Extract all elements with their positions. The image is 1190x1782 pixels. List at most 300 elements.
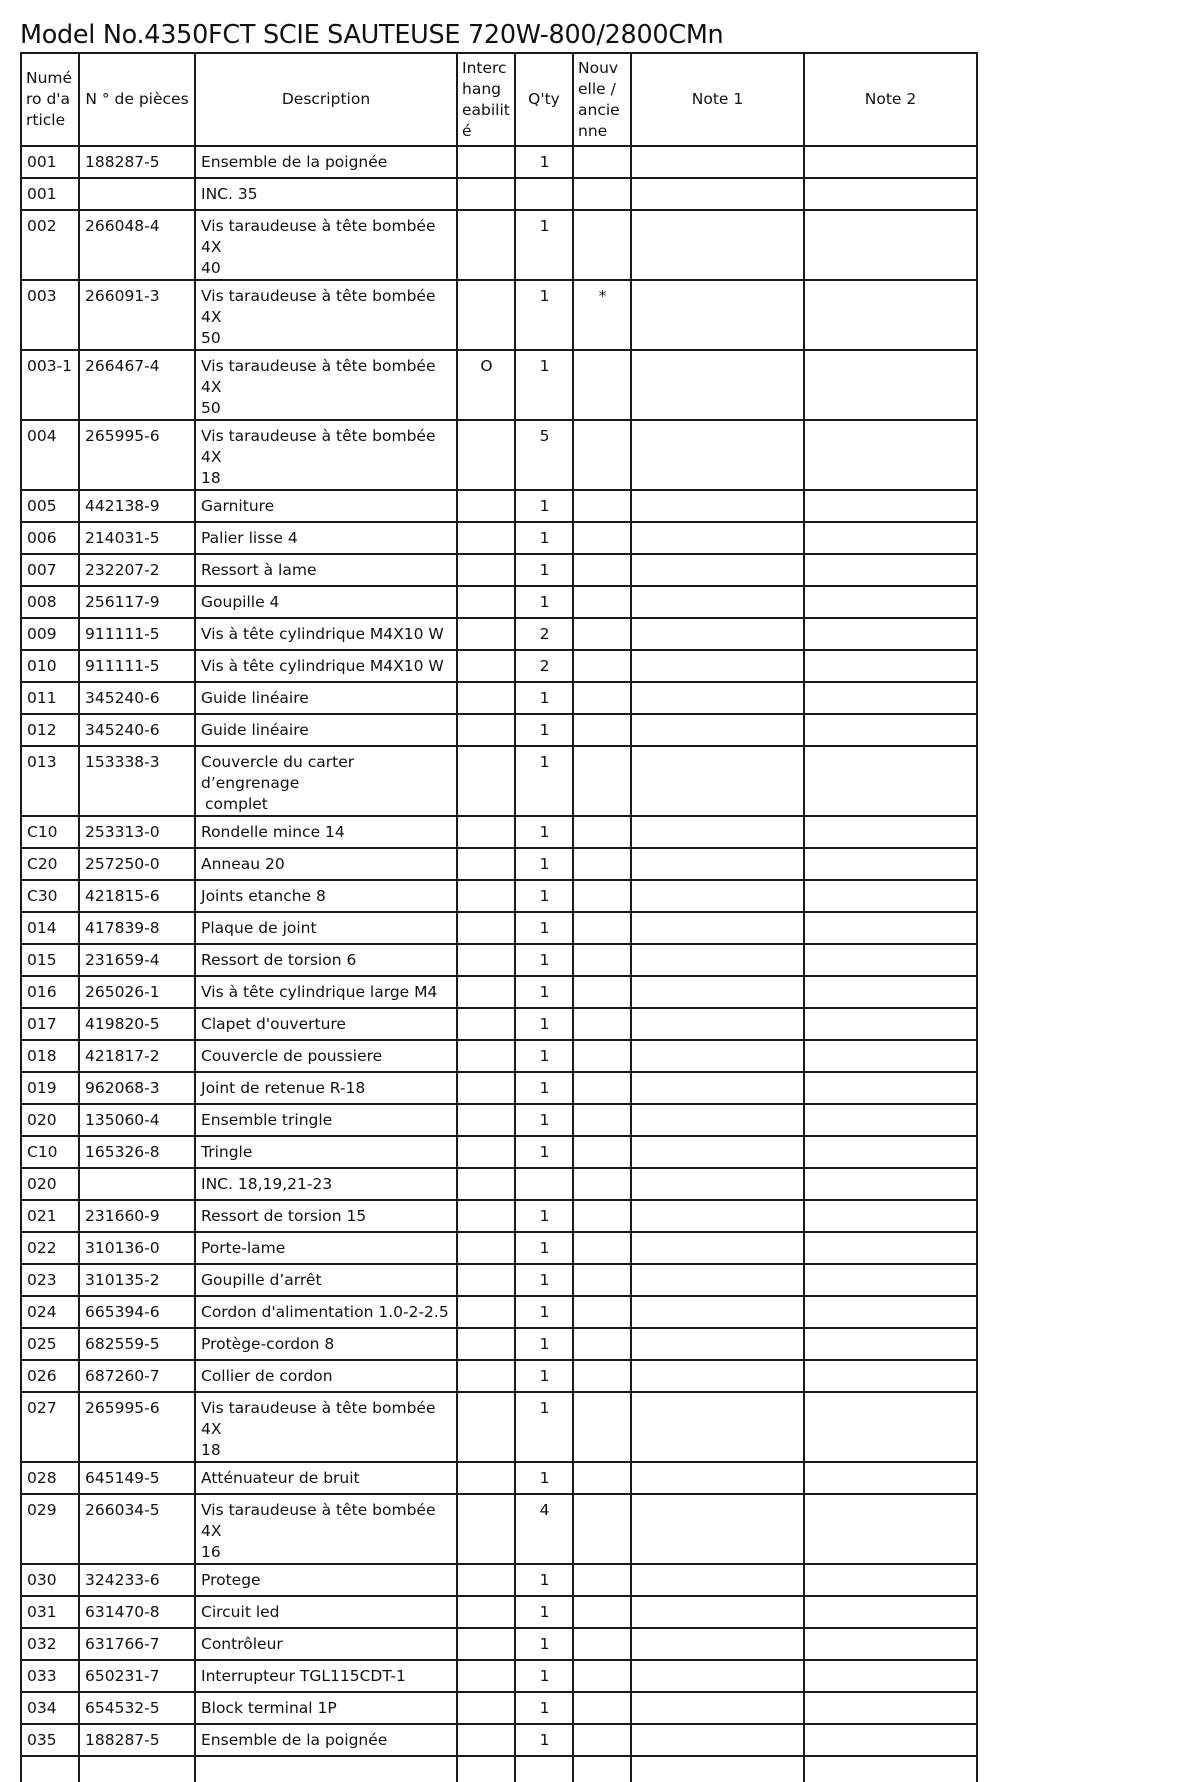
cell-description	[195, 1494, 457, 1564]
cell-part-no: 419820-5	[79, 1008, 195, 1040]
description-line: Rondelle mince 14	[201, 823, 345, 841]
description-line: 50	[201, 329, 221, 347]
cell-note-2	[804, 1296, 977, 1328]
cell-interchangeability	[457, 618, 515, 650]
cell-item-no: 020	[21, 1104, 79, 1136]
cell-description	[195, 490, 457, 522]
cell-description	[195, 1200, 457, 1232]
cell-note-2	[804, 586, 977, 618]
cell-note-1	[631, 746, 804, 816]
cell-part-no: 188287-5	[79, 1724, 195, 1756]
cell-interchangeability	[457, 1392, 515, 1462]
cell-new-old	[573, 1264, 631, 1296]
cell-qty: 1	[515, 146, 573, 178]
cell-description	[195, 1392, 457, 1462]
cell-item-no: 012	[21, 714, 79, 746]
cell-new-old	[573, 146, 631, 178]
cell-qty: 1	[515, 280, 573, 350]
table-row	[21, 1008, 977, 1040]
cell-qty: 1	[515, 1596, 573, 1628]
cell-description	[195, 944, 457, 976]
cell-note-1	[631, 1232, 804, 1264]
cell-note-2	[804, 420, 977, 490]
cell-qty: 1	[515, 848, 573, 880]
table-row	[21, 1724, 977, 1756]
cell-part-no: 165326-8	[79, 1136, 195, 1168]
cell-item-no: 033	[21, 1660, 79, 1692]
cell-interchangeability	[457, 1296, 515, 1328]
cell-interchangeability	[457, 210, 515, 280]
cell-description	[195, 1136, 457, 1168]
table-row	[21, 1264, 977, 1296]
cell-part-no: 231660-9	[79, 1200, 195, 1232]
description-line: Guide linéaire	[201, 689, 309, 707]
description-line: Cordon d'alimentation 1.0-2-2.5	[201, 1303, 449, 1321]
cell-qty: 1	[515, 1564, 573, 1596]
cell-part-no: 442138-9	[79, 490, 195, 522]
cell-note-1	[631, 1296, 804, 1328]
parts-table-body	[21, 146, 977, 1782]
cell-item-no: 021	[21, 1200, 79, 1232]
empty-cell	[515, 1756, 573, 1782]
cell-item-no: 009	[21, 618, 79, 650]
cell-interchangeability	[457, 976, 515, 1008]
header-item-no: Numé ro d'a rticle	[21, 53, 79, 146]
cell-part-no: 911111-5	[79, 618, 195, 650]
cell-item-no: C20	[21, 848, 79, 880]
cell-qty: 1	[515, 210, 573, 280]
cell-description	[195, 650, 457, 682]
table-row	[21, 1494, 977, 1564]
cell-note-2	[804, 746, 977, 816]
cell-description	[195, 586, 457, 618]
cell-new-old	[573, 1392, 631, 1462]
header-note-2: Note 2	[804, 53, 977, 146]
cell-note-2	[804, 1692, 977, 1724]
cell-new-old	[573, 1328, 631, 1360]
cell-description	[195, 146, 457, 178]
cell-part-no: 188287-5	[79, 146, 195, 178]
cell-qty: 1	[515, 1264, 573, 1296]
cell-note-1	[631, 1660, 804, 1692]
cell-item-no: 019	[21, 1072, 79, 1104]
cell-part-no: 135060-4	[79, 1104, 195, 1136]
cell-qty: 1	[515, 816, 573, 848]
cell-new-old	[573, 682, 631, 714]
cell-note-2	[804, 1724, 977, 1756]
table-row	[21, 1200, 977, 1232]
cell-note-1	[631, 1628, 804, 1660]
cell-part-no	[79, 178, 195, 210]
cell-note-1	[631, 1136, 804, 1168]
cell-qty: 1	[515, 554, 573, 586]
cell-note-1	[631, 976, 804, 1008]
description-line: Vis taraudeuse à tête bombée 4X	[201, 357, 436, 396]
cell-new-old	[573, 420, 631, 490]
description-line: Ensemble de la poignée	[201, 153, 388, 171]
empty-cell	[195, 1756, 457, 1782]
description-line: Ensemble tringle	[201, 1111, 333, 1129]
description-line: Couvercle de poussiere	[201, 1047, 383, 1065]
cell-new-old	[573, 1040, 631, 1072]
empty-cell	[804, 1756, 977, 1782]
cell-qty: 2	[515, 618, 573, 650]
cell-interchangeability	[457, 420, 515, 490]
cell-interchangeability	[457, 1692, 515, 1724]
cell-description	[195, 522, 457, 554]
description-line: Plaque de joint	[201, 919, 317, 937]
table-row	[21, 1392, 977, 1462]
description-line: Vis taraudeuse à tête bombée 4X	[201, 217, 436, 256]
cell-interchangeability	[457, 1494, 515, 1564]
description-line: Vis taraudeuse à tête bombée 4X	[201, 1399, 436, 1438]
cell-note-2	[804, 682, 977, 714]
cell-new-old	[573, 1494, 631, 1564]
cell-part-no: 650231-7	[79, 1660, 195, 1692]
cell-part-no: 687260-7	[79, 1360, 195, 1392]
table-row	[21, 848, 977, 880]
cell-part-no: 310136-0	[79, 1232, 195, 1264]
cell-new-old	[573, 1660, 631, 1692]
cell-note-2	[804, 210, 977, 280]
cell-qty: 1	[515, 714, 573, 746]
cell-item-no: 011	[21, 682, 79, 714]
cell-interchangeability	[457, 554, 515, 586]
cell-note-1	[631, 714, 804, 746]
table-row	[21, 944, 977, 976]
cell-qty: 1	[515, 912, 573, 944]
cell-part-no: 310135-2	[79, 1264, 195, 1296]
cell-note-1	[631, 1724, 804, 1756]
cell-part-no: 345240-6	[79, 682, 195, 714]
table-row	[21, 420, 977, 490]
cell-note-1	[631, 522, 804, 554]
cell-part-no	[79, 1168, 195, 1200]
cell-qty: 1	[515, 1392, 573, 1462]
cell-description	[195, 420, 457, 490]
cell-description	[195, 976, 457, 1008]
cell-description	[195, 746, 457, 816]
header-new-old: Nouv elle / ancie nne	[573, 53, 631, 146]
cell-new-old	[573, 1104, 631, 1136]
cell-interchangeability	[457, 280, 515, 350]
cell-note-1	[631, 1564, 804, 1596]
cell-interchangeability	[457, 146, 515, 178]
cell-item-no: 032	[21, 1628, 79, 1660]
description-line: INC. 18,19,21-23	[201, 1175, 333, 1193]
table-row	[21, 1628, 977, 1660]
table-row	[21, 816, 977, 848]
cell-new-old	[573, 816, 631, 848]
cell-description	[195, 280, 457, 350]
cell-qty: 5	[515, 420, 573, 490]
cell-part-no: 266467-4	[79, 350, 195, 420]
cell-note-2	[804, 944, 977, 976]
cell-qty	[515, 178, 573, 210]
header-part-no: N ° de pièces	[79, 53, 195, 146]
cell-part-no: 421815-6	[79, 880, 195, 912]
cell-note-2	[804, 1072, 977, 1104]
cell-new-old	[573, 1072, 631, 1104]
description-line: Goupille d’arrêt	[201, 1271, 322, 1289]
cell-interchangeability	[457, 1628, 515, 1660]
cell-part-no: 266091-3	[79, 280, 195, 350]
cell-note-1	[631, 178, 804, 210]
cell-qty: 1	[515, 944, 573, 976]
cell-description	[195, 1628, 457, 1660]
empty-cell	[79, 1756, 195, 1782]
cell-description	[195, 1596, 457, 1628]
header-row	[21, 53, 977, 146]
cell-item-no: 020	[21, 1168, 79, 1200]
cell-note-1	[631, 1328, 804, 1360]
empty-cell	[573, 1756, 631, 1782]
cell-part-no: 153338-3	[79, 746, 195, 816]
cell-note-1	[631, 682, 804, 714]
cell-note-2	[804, 880, 977, 912]
cell-part-no: 266048-4	[79, 210, 195, 280]
cell-note-2	[804, 1200, 977, 1232]
cell-qty: 1	[515, 350, 573, 420]
description-line: Ressort à lame	[201, 561, 317, 579]
cell-new-old	[573, 1168, 631, 1200]
cell-interchangeability	[457, 1072, 515, 1104]
cell-note-2	[804, 1008, 977, 1040]
cell-part-no: 654532-5	[79, 1692, 195, 1724]
cell-note-1	[631, 280, 804, 350]
cell-note-1	[631, 210, 804, 280]
cell-part-no: 911111-5	[79, 650, 195, 682]
cell-qty: 1	[515, 1692, 573, 1724]
description-line: Goupille 4	[201, 593, 280, 611]
cell-part-no: 257250-0	[79, 848, 195, 880]
description-line: Vis à tête cylindrique large M4	[201, 983, 438, 1001]
cell-new-old	[573, 650, 631, 682]
cell-note-1	[631, 1596, 804, 1628]
table-row	[21, 912, 977, 944]
cell-note-2	[804, 1104, 977, 1136]
cell-interchangeability	[457, 1660, 515, 1692]
cell-note-1	[631, 1494, 804, 1564]
cell-note-1	[631, 554, 804, 586]
description-line: 50	[201, 399, 221, 417]
cell-description	[195, 1660, 457, 1692]
cell-part-no: 231659-4	[79, 944, 195, 976]
cell-description	[195, 1360, 457, 1392]
header-qty: Q'ty	[515, 53, 573, 146]
cell-qty: 2	[515, 650, 573, 682]
cell-note-2	[804, 618, 977, 650]
cell-item-no: 008	[21, 586, 79, 618]
cell-note-2	[804, 816, 977, 848]
cell-note-2	[804, 178, 977, 210]
cell-description	[195, 1072, 457, 1104]
table-row	[21, 178, 977, 210]
cell-item-no: 013	[21, 746, 79, 816]
cell-description	[195, 1264, 457, 1296]
table-row	[21, 554, 977, 586]
cell-item-no: C10	[21, 816, 79, 848]
cell-note-1	[631, 816, 804, 848]
description-line: Atténuateur de bruit	[201, 1469, 360, 1487]
cell-new-old	[573, 1008, 631, 1040]
cell-note-2	[804, 1494, 977, 1564]
cell-interchangeability	[457, 714, 515, 746]
cell-item-no: 027	[21, 1392, 79, 1462]
cell-description	[195, 1040, 457, 1072]
table-row	[21, 1328, 977, 1360]
cell-part-no: 324233-6	[79, 1564, 195, 1596]
cell-note-1	[631, 944, 804, 976]
cell-description	[195, 1296, 457, 1328]
cell-qty: 1	[515, 1104, 573, 1136]
table-row	[21, 1104, 977, 1136]
cell-note-2	[804, 554, 977, 586]
table-row	[21, 682, 977, 714]
cell-item-no: 028	[21, 1462, 79, 1494]
cell-note-2	[804, 1462, 977, 1494]
description-line: 18	[201, 1441, 221, 1459]
description-line: Clapet d'ouverture	[201, 1015, 346, 1033]
cell-item-no: 014	[21, 912, 79, 944]
cell-note-1	[631, 1040, 804, 1072]
cell-interchangeability	[457, 1328, 515, 1360]
cell-new-old	[573, 912, 631, 944]
cell-note-2	[804, 1660, 977, 1692]
cell-item-no: 025	[21, 1328, 79, 1360]
cell-note-2	[804, 1596, 977, 1628]
cell-interchangeability	[457, 1040, 515, 1072]
cell-note-1	[631, 1264, 804, 1296]
cell-description	[195, 618, 457, 650]
cell-new-old	[573, 1296, 631, 1328]
table-row	[21, 1596, 977, 1628]
cell-note-1	[631, 848, 804, 880]
cell-note-1	[631, 1462, 804, 1494]
cell-new-old	[573, 976, 631, 1008]
cell-part-no: 645149-5	[79, 1462, 195, 1494]
table-row	[21, 880, 977, 912]
table-row	[21, 1660, 977, 1692]
cell-new-old	[573, 746, 631, 816]
table-row	[21, 522, 977, 554]
cell-interchangeability	[457, 1264, 515, 1296]
cell-note-1	[631, 650, 804, 682]
cell-interchangeability	[457, 1008, 515, 1040]
description-line: 40	[201, 259, 221, 277]
cell-note-2	[804, 976, 977, 1008]
cell-qty: 4	[515, 1494, 573, 1564]
description-line: 18	[201, 469, 221, 487]
cell-new-old	[573, 1232, 631, 1264]
cell-new-old	[573, 178, 631, 210]
cell-interchangeability	[457, 586, 515, 618]
cell-note-2	[804, 1392, 977, 1462]
description-line: Ressort de torsion 6	[201, 951, 357, 969]
table-row	[21, 976, 977, 1008]
cell-item-no: 004	[21, 420, 79, 490]
cell-note-2	[804, 1168, 977, 1200]
table-row	[21, 714, 977, 746]
cell-note-1	[631, 586, 804, 618]
cell-description	[195, 1462, 457, 1494]
description-line: Joint de retenue R-18	[201, 1079, 366, 1097]
cell-note-2	[804, 280, 977, 350]
cell-interchangeability	[457, 1462, 515, 1494]
cell-part-no: 682559-5	[79, 1328, 195, 1360]
cell-new-old	[573, 848, 631, 880]
cell-new-old	[573, 1564, 631, 1596]
cell-new-old	[573, 618, 631, 650]
cell-item-no: 034	[21, 1692, 79, 1724]
cell-qty: 1	[515, 1628, 573, 1660]
description-line: complet	[205, 795, 268, 813]
cell-note-2	[804, 1232, 977, 1264]
cell-part-no: 266034-5	[79, 1494, 195, 1564]
cell-part-no: 665394-6	[79, 1296, 195, 1328]
table-row	[21, 1462, 977, 1494]
description-line: Ressort de torsion 15	[201, 1207, 367, 1225]
description-line: Vis à tête cylindrique M4X10 W	[201, 657, 444, 675]
cell-description	[195, 210, 457, 280]
description-line: Protège-cordon 8	[201, 1335, 335, 1353]
cell-part-no: 265995-6	[79, 1392, 195, 1462]
cell-description	[195, 816, 457, 848]
cell-new-old	[573, 880, 631, 912]
cell-interchangeability	[457, 1168, 515, 1200]
cell-description	[195, 1168, 457, 1200]
cell-new-old	[573, 1360, 631, 1392]
cell-part-no: 631470-8	[79, 1596, 195, 1628]
cell-item-no: 015	[21, 944, 79, 976]
cell-note-2	[804, 1040, 977, 1072]
cell-interchangeability	[457, 746, 515, 816]
cell-item-no: 023	[21, 1264, 79, 1296]
cell-note-1	[631, 880, 804, 912]
cell-note-2	[804, 650, 977, 682]
cell-interchangeability	[457, 522, 515, 554]
cell-note-1	[631, 490, 804, 522]
description-line: Guide linéaire	[201, 721, 309, 739]
cell-note-1	[631, 350, 804, 420]
cell-qty: 1	[515, 1200, 573, 1232]
cell-interchangeability	[457, 848, 515, 880]
cell-note-1	[631, 1104, 804, 1136]
table-row-empty	[21, 1756, 977, 1782]
cell-interchangeability	[457, 490, 515, 522]
cell-qty: 1	[515, 1136, 573, 1168]
cell-qty: 1	[515, 1040, 573, 1072]
cell-part-no: 214031-5	[79, 522, 195, 554]
cell-new-old	[573, 1724, 631, 1756]
cell-interchangeability	[457, 1200, 515, 1232]
cell-note-2	[804, 912, 977, 944]
table-row	[21, 280, 977, 350]
cell-new-old	[573, 944, 631, 976]
cell-description	[195, 1104, 457, 1136]
cell-qty: 1	[515, 1724, 573, 1756]
header-interchangeability: Interc hang eabilit é	[457, 53, 515, 146]
cell-item-no: 001	[21, 146, 79, 178]
cell-note-2	[804, 490, 977, 522]
cell-new-old	[573, 490, 631, 522]
cell-item-no: 022	[21, 1232, 79, 1264]
description-line: Anneau 20	[201, 855, 285, 873]
table-row	[21, 1168, 977, 1200]
cell-interchangeability	[457, 682, 515, 714]
cell-note-2	[804, 1328, 977, 1360]
cell-new-old: *	[573, 280, 631, 350]
